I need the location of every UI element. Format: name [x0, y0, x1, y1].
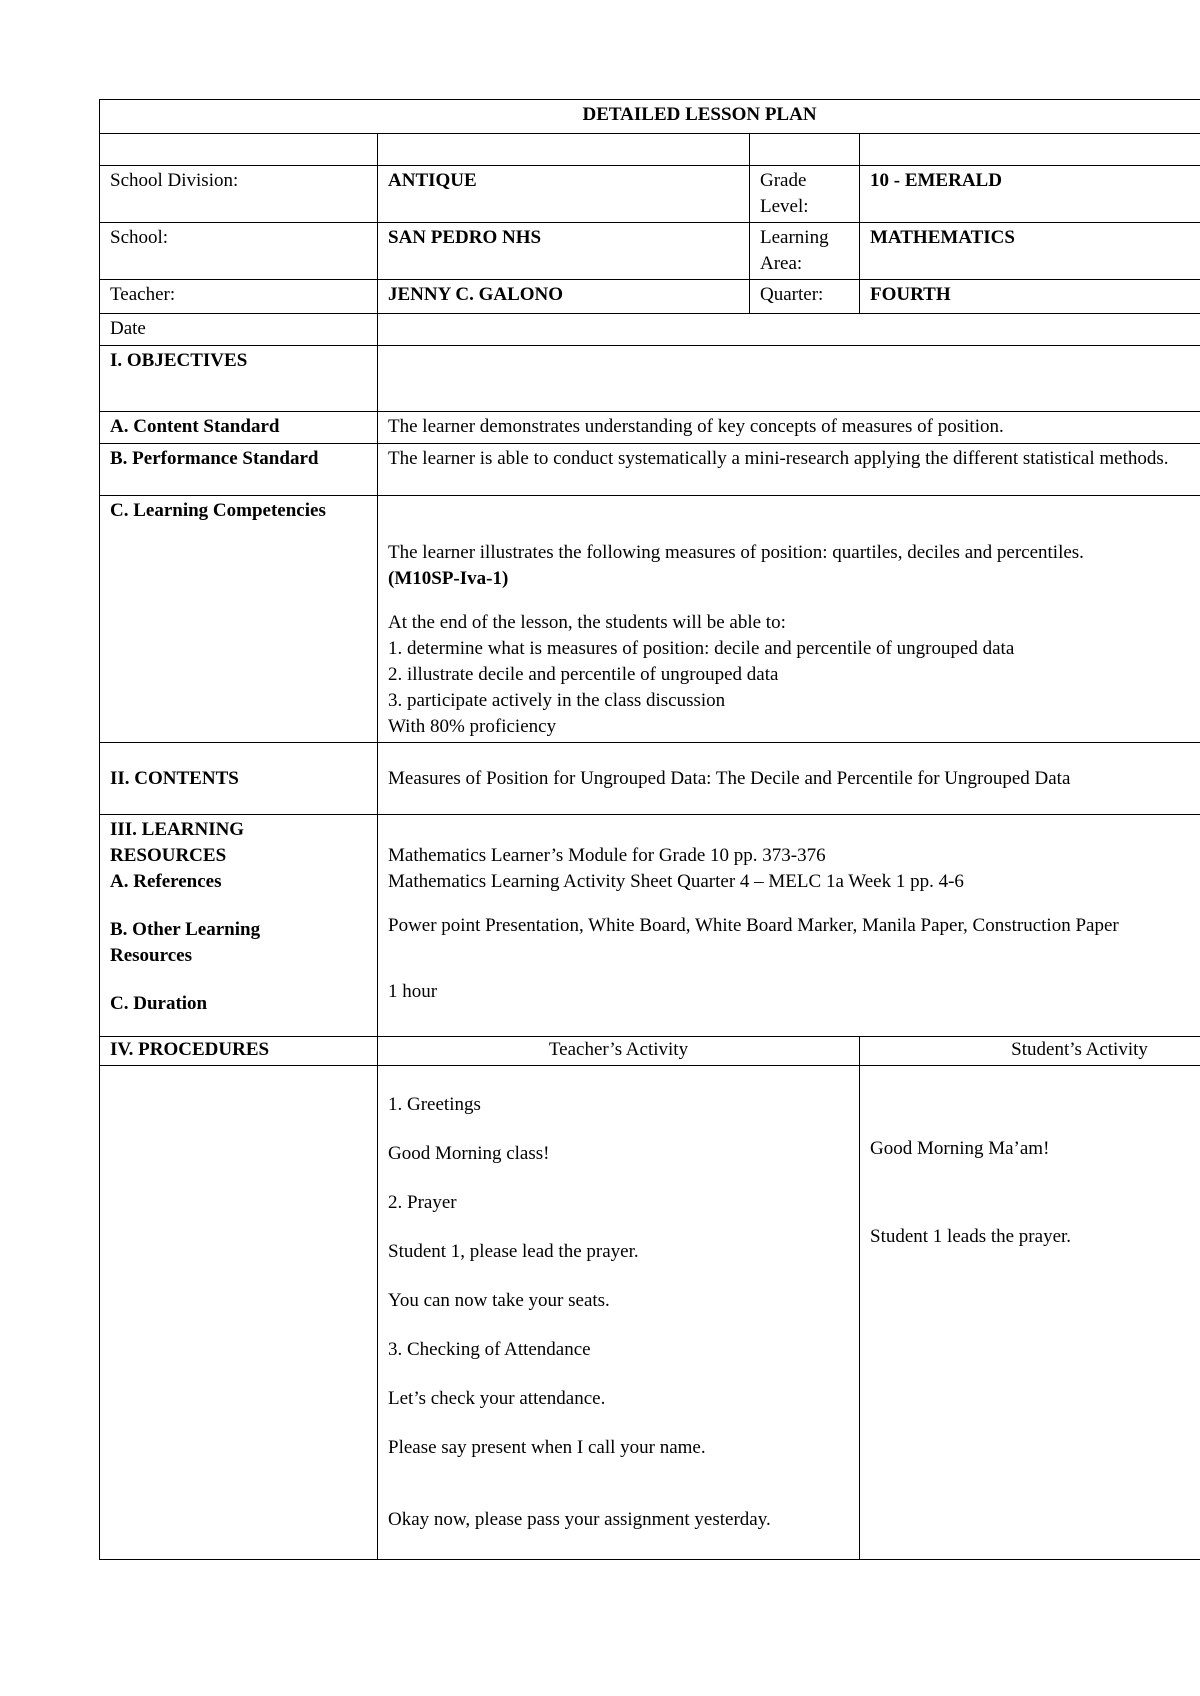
- objectives-heading: I. OBJECTIVES: [100, 346, 378, 412]
- learning-resources-row: [100, 815, 1200, 1037]
- performance-standard-text: The learner is able to conduct systematically a mini-research applying the different statistical methods.: [378, 444, 1200, 496]
- school-division-row: [100, 166, 1200, 223]
- teacher-row: [100, 280, 1200, 314]
- blank-cell: [100, 134, 378, 166]
- content-standard-text: The learner demonstrates understanding of key concepts of measures of position.: [378, 412, 1200, 444]
- teacher-label: Teacher:: [100, 280, 378, 314]
- date-value: [378, 314, 1200, 346]
- teacher-activity-line: Good Morning class!: [388, 1143, 550, 1164]
- contents-row: [100, 743, 1200, 815]
- teacher-activity-line: Please say present when I call your name.: [388, 1437, 706, 1458]
- resources-heading-line1: III. LEARNING: [110, 819, 245, 840]
- student-activity-line: Student 1 leads the prayer.: [870, 1226, 1072, 1247]
- objective-item: With 80% proficiency: [388, 716, 557, 737]
- objectives-intro: At the end of the lesson, the students will be able to:: [388, 612, 786, 633]
- student-activity-header: Student’s Activity: [860, 1037, 1200, 1066]
- lesson-plan-frame: [99, 99, 1200, 1560]
- contents-text: Measures of Position for Ungrouped Data: The Decile and Percentile for Ungrouped Data: [378, 743, 1200, 815]
- quarter-value: FOURTH: [860, 280, 1200, 314]
- procedures-body-row: [100, 1066, 1200, 1560]
- procedures-heading: IV. PROCEDURES: [100, 1037, 378, 1066]
- other-resources-label-line1: B. Other Learning: [110, 919, 261, 940]
- duration-text: 1 hour: [388, 981, 438, 1002]
- learning-area-value: MATHEMATICS: [860, 223, 1200, 280]
- blank-cell: [378, 134, 750, 166]
- school-label: School:: [100, 223, 378, 280]
- teacher-activity-line: Student 1, please lead the prayer.: [388, 1241, 639, 1262]
- procedures-blank-cell: [100, 1066, 378, 1560]
- teacher-activity-line: 2. Prayer: [388, 1192, 457, 1213]
- reference-item: Mathematics Learning Activity Sheet Quarter 4 – MELC 1a Week 1 pp. 4-6: [388, 871, 964, 892]
- reference-item: Mathematics Learner’s Module for Grade 10 pp. 373-376: [388, 845, 826, 866]
- teacher-activity-line: 1. Greetings: [388, 1094, 481, 1115]
- contents-heading: II. CONTENTS: [100, 743, 378, 815]
- procedures-header-row: [100, 1037, 1200, 1066]
- teacher-activity-line: You can now take your seats.: [388, 1290, 610, 1311]
- teacher-activity-cell: [378, 1066, 860, 1560]
- duration-label: C. Duration: [110, 993, 208, 1014]
- objectives-blank: [378, 346, 1200, 412]
- lesson-plan-table: [99, 99, 1200, 1560]
- teacher-value: JENNY C. GALONO: [378, 280, 750, 314]
- school-value: SAN PEDRO NHS: [378, 223, 750, 280]
- date-label: Date: [100, 314, 378, 346]
- objective-item: 1. determine what is measures of position: decile and percentile of ungrouped data: [388, 638, 1015, 659]
- blank-cell: [750, 134, 860, 166]
- learning-area-label: Learning Area:: [750, 223, 860, 280]
- objectives-row: [100, 346, 1200, 412]
- document-title: DETAILED LESSON PLAN: [100, 100, 1200, 134]
- learning-resources-values: [378, 815, 1200, 1037]
- competency-code: (M10SP-Iva-1): [388, 568, 509, 589]
- learning-competencies-row: [100, 496, 1200, 743]
- objective-item: 3. participate actively in the class discussion: [388, 690, 726, 711]
- performance-standard-row: [100, 444, 1200, 496]
- student-activity-line: Good Morning Ma’am!: [870, 1138, 1050, 1159]
- school-division-label: School Division:: [100, 166, 378, 223]
- resources-heading-line2: RESOURCES: [110, 845, 227, 866]
- teacher-activity-line: 3. Checking of Attendance: [388, 1339, 591, 1360]
- blank-cell: [860, 134, 1200, 166]
- teacher-activity-header: Teacher’s Activity: [378, 1037, 860, 1066]
- content-standard-row: [100, 412, 1200, 444]
- performance-standard-label: B. Performance Standard: [100, 444, 378, 496]
- student-activity-cell: [860, 1066, 1200, 1560]
- teacher-activity-line: Okay now, please pass your assignment yesterday.: [388, 1509, 771, 1530]
- content-standard-label: A. Content Standard: [100, 412, 378, 444]
- blank-row: [100, 134, 1200, 166]
- learning-resources-labels: [100, 815, 378, 1037]
- school-row: [100, 223, 1200, 280]
- grade-level-label: Grade Level:: [750, 166, 860, 223]
- learning-competencies-cell: [378, 496, 1200, 743]
- date-row: [100, 314, 1200, 346]
- competency-text: The learner illustrates the following measures of position: quartiles, deciles and percentiles.: [388, 542, 1084, 563]
- references-label: A. References: [110, 871, 222, 892]
- objective-item: 2. illustrate decile and percentile of ungrouped data: [388, 664, 779, 685]
- school-division-value: ANTIQUE: [378, 166, 750, 223]
- learning-competencies-label: C. Learning Competencies: [100, 496, 378, 743]
- quarter-label: Quarter:: [750, 280, 860, 314]
- teacher-activity-line: Let’s check your attendance.: [388, 1388, 606, 1409]
- other-resources-label-line2: Resources: [110, 945, 192, 966]
- title-row: [100, 100, 1200, 134]
- grade-level-value: 10 - EMERALD: [860, 166, 1200, 223]
- other-resources-text: Power point Presentation, White Board, White Board Marker, Manila Paper, Construction Paper: [388, 915, 1119, 936]
